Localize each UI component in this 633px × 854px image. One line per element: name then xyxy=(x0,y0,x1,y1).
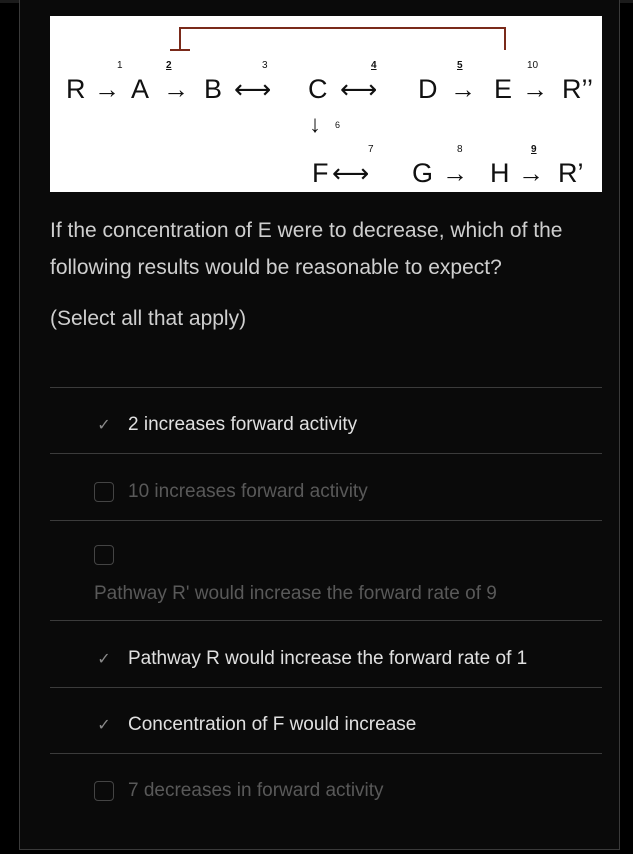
node-d: D xyxy=(418,74,438,104)
empty-checkbox-icon[interactable] xyxy=(94,781,114,801)
answer-option-4[interactable] xyxy=(94,648,527,670)
pathway-diagram xyxy=(50,16,602,192)
answer-option-3[interactable] xyxy=(94,545,497,605)
empty-checkbox-icon[interactable] xyxy=(94,545,114,565)
arrow-down-icon: ↓ xyxy=(309,111,321,138)
answer-option-label: 7 decreases in forward activity xyxy=(128,780,384,801)
answer-option-6[interactable] xyxy=(94,780,384,802)
arrow-right-icon: → xyxy=(163,74,189,104)
divider xyxy=(50,620,602,621)
arrow-right-icon: → xyxy=(518,158,544,188)
node-h: H xyxy=(490,158,510,188)
node-r-double-prime: R’’ xyxy=(562,74,594,104)
checkmark-icon[interactable]: ✓ xyxy=(97,417,111,434)
answer-option-2[interactable] xyxy=(94,481,368,503)
feedback-inhibition-line xyxy=(170,28,505,50)
answer-option-label: Concentration of F would increase xyxy=(128,714,417,735)
arrow-bidirectional-icon: ⟷ xyxy=(340,74,378,104)
divider xyxy=(50,387,602,388)
node-r: R xyxy=(66,74,86,104)
node-b: B xyxy=(204,74,223,104)
node-g: G xyxy=(412,158,434,188)
step-label-10: 10 xyxy=(527,60,539,71)
question-text: If the concentration of E were to decrease, which of the following results would be reasonable to expect? xyxy=(50,219,563,279)
answer-option-1[interactable] xyxy=(94,414,357,436)
arrow-right-icon: → xyxy=(442,158,468,188)
answer-option-label: 10 increases forward activity xyxy=(128,481,368,502)
divider xyxy=(50,753,602,754)
node-c: C xyxy=(308,74,328,104)
answer-option-label: 2 increases forward activity xyxy=(128,414,358,435)
instruction-text: (Select all that apply) xyxy=(50,307,247,330)
step-label-2: 2 xyxy=(166,60,172,71)
pathway-svg xyxy=(50,16,602,192)
step-label-8: 8 xyxy=(457,144,463,155)
step-label-1: 1 xyxy=(117,60,123,71)
node-r-prime: R’ xyxy=(558,158,584,188)
arrow-right-icon: → xyxy=(522,74,548,104)
node-f: F xyxy=(312,158,329,188)
divider xyxy=(50,453,602,454)
step-label-4: 4 xyxy=(371,60,377,71)
step-label-6: 6 xyxy=(335,120,341,130)
arrow-bidirectional-icon: ⟷ xyxy=(234,74,272,104)
divider xyxy=(50,520,602,521)
step-label-5: 5 xyxy=(457,60,463,71)
arrow-right-icon: → xyxy=(94,74,120,104)
checkmark-icon[interactable]: ✓ xyxy=(97,651,111,668)
node-e: E xyxy=(494,74,513,104)
divider xyxy=(50,687,602,688)
answer-option-label: Pathway R' would increase the forward rate of 9 xyxy=(94,583,497,604)
step-label-9: 9 xyxy=(531,144,537,155)
step-label-3: 3 xyxy=(262,60,268,71)
empty-checkbox-icon[interactable] xyxy=(94,482,114,502)
answer-option-5[interactable] xyxy=(94,714,416,736)
arrow-right-icon: → xyxy=(450,74,476,104)
arrow-bidirectional-icon: ⟷ xyxy=(332,158,370,188)
node-a: A xyxy=(131,74,150,104)
checkmark-icon[interactable]: ✓ xyxy=(97,717,111,734)
answer-option-label: Pathway R would increase the forward rate of 1 xyxy=(128,648,528,669)
step-label-7: 7 xyxy=(368,144,374,155)
